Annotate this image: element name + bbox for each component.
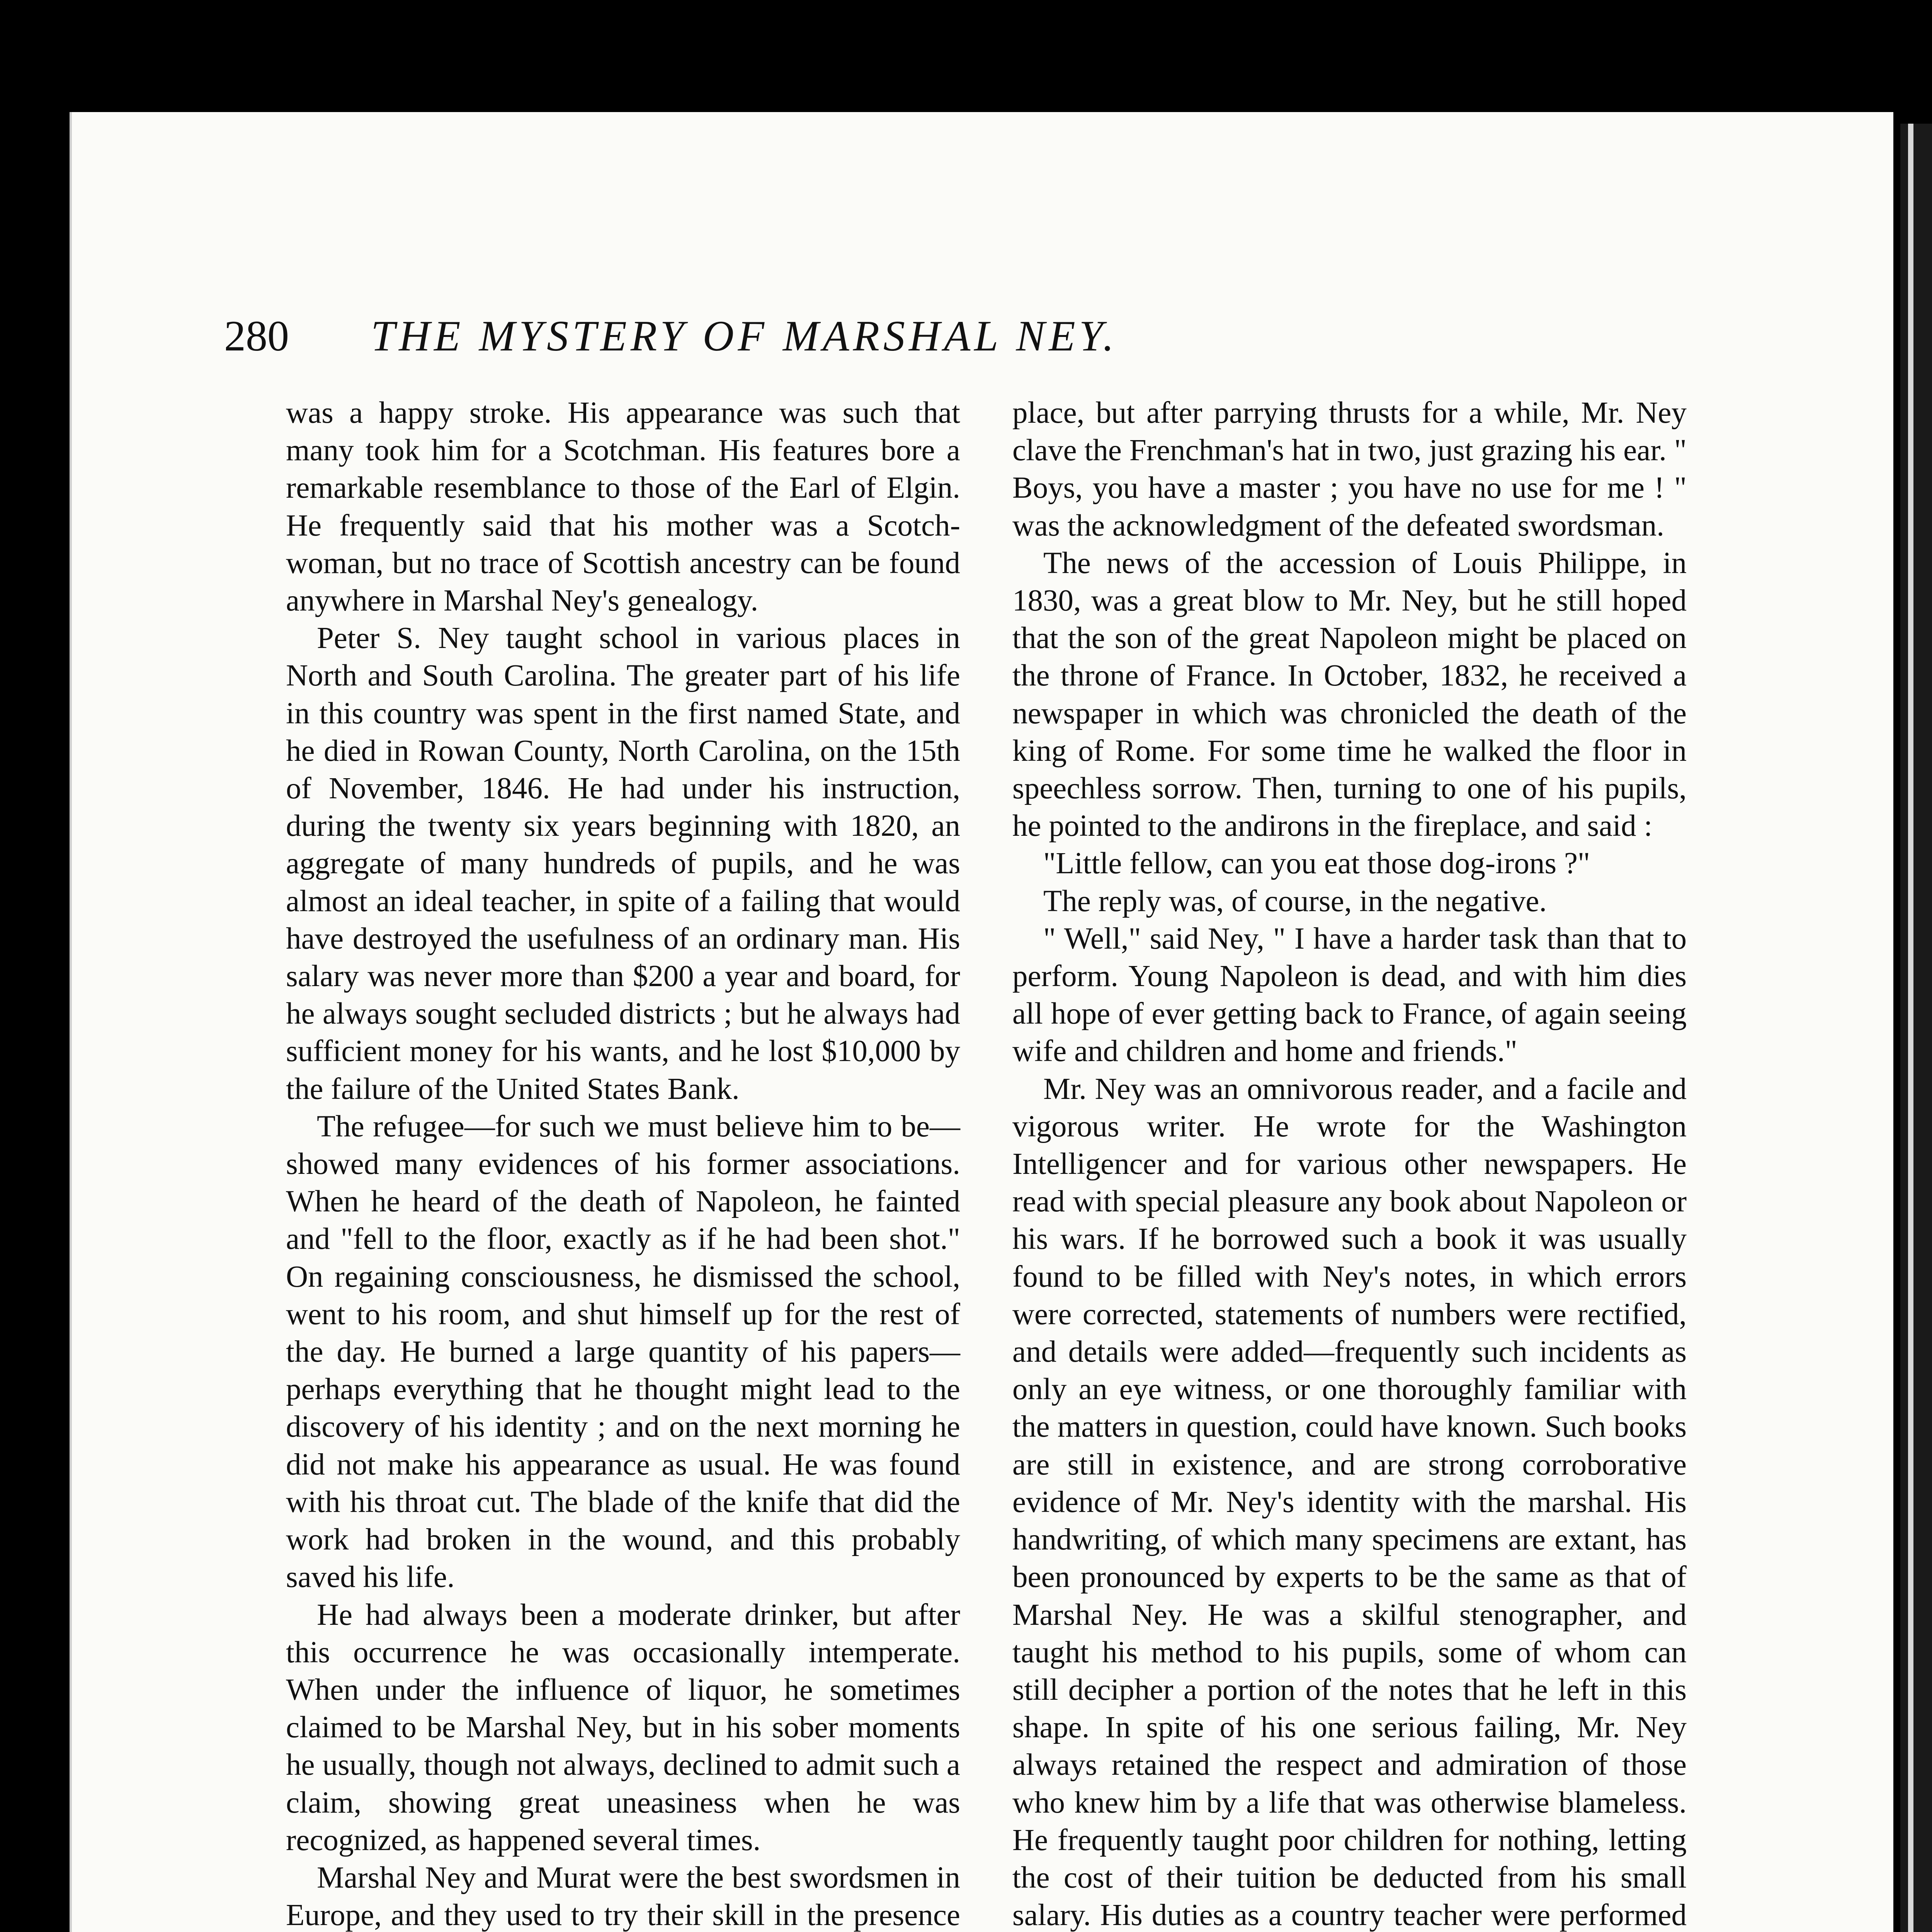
paragraph: Marshal Ney and Murat were the best swordsmen in Europe, and they used to try their skill in the presence <box>286 1861 960 1932</box>
paragraph: Mr. Ney was an omnivorous reader, and a facile and vigorous writer. He wrote for the Washington Intelligencer and for various other newspapers. He read with special pleasure any book about Napoleon or his wars. If he borrowed such a book it was usually found to be filled with Ney's notes, in which errors were corrected, statements of numbers were rectified, and details were added—frequently such incidents as only an eye witness, or one thoroughly familiar with the matters in question, could have known. Such books are still in existence, and are strong corroborative evidence of Mr. Ney's identity with the marshal. His handwriting, of which many specimens are extant, has been pronounced by experts to be the same as that of Marshal Ney. He was a skilful stenographer, and taught his method to his pupils, some of whom can still decipher a portion of the notes that he left in this shape. In spite of his one serious failing, Mr. Ney always retained the respect and admiration of those who knew him by a life that was otherwise blameless. He frequently taught poor children for nothing, letting the cost of their tuition be deducted from his small salary. His duties as a country teacher were performed <box>1012 1072 1687 1932</box>
page-edge <box>1900 124 1932 1932</box>
paragraph: place, but after parrying thrusts for a while, Mr. Ney clave the Frenchman's hat in two, just grazing his ear. " Boys, you have a master ; you have no use for me ! " was the acknowledgment of the defeated swordsman. <box>1012 396 1687 543</box>
paragraph: Peter S. Ney taught school in various places in North and South Carolina. The greater part of his life in this country was spent in the first named State, and he died in Rowan County, North Carolina, on the 15th of November, 1846. He had under his instruction, during the twenty six years beginning with 1820, an aggregate of many hundreds of pupils, and he was almost an ideal teacher, in spite of a failing that would have destroyed the usefulness of an ordinary man. His salary was never more than $200 a year and board, for he always sought secluded districts ; but he always had sufficient money for his wants, and he lost $10,000 by the failure of the United States Bank. <box>286 621 960 1106</box>
paragraph: was a happy stroke. His appearance was such that many took him for a Scotchman. His features bore a remarkable resemblance to those of the Earl of Elgin. He frequently said that his mother was a Scotchwoman, but no trace of Scottish ancestry can be found anywhere in Marshal Ney's genealogy. <box>286 396 960 618</box>
paragraph: He had always been a moderate drinker, but after this occurrence he was occasionally intemperate. When under the influence of liquor, he sometimes claimed to be Marshal Ney, but in his sober moments he usually, though not always, declined to admit such a claim, showing great uneasiness when he was recognized, as happened several times. <box>286 1598 960 1857</box>
page-edge-line <box>1908 124 1913 1932</box>
page-header <box>224 305 1708 379</box>
page-number: 280 <box>224 312 289 360</box>
paragraph: The refugee—for such we must believe him to be—showed many evidences of his former associations. When he heard of the death of Napoleon, he fainted and "fell to the floor, exactly as if he had been shot." On regaining consciousness, he dismissed the school, went to his room, and shut himself up for the rest of the day. He burned a large quantity of his papers—perhaps everything that he thought might lead to the discovery of his identity ; and on the next morning he did not make his appearance as usual. He was found with his throat cut. The blade of the knife that did the work had broken in the wound, and this probably saved his life. <box>286 1109 960 1594</box>
paragraph: The reply was, of course, in the negative. <box>1043 884 1547 918</box>
running-title: THE MYSTERY OF MARSHAL NEY. <box>371 312 1118 360</box>
paragraph: The news of the accession of Louis Philippe, in 1830, was a great blow to Mr. Ney, but he still hoped that the son of the great Napoleon might be placed on the throne of France. In October, 1832, he received a newspaper in which was chronicled the death of the king of Rome. For some time he walked the floor in speechless sorrow. Then, turning to one of his pupils, he pointed to the andirons in the fireplace, and said : <box>1012 546 1687 843</box>
paragraph: " Well," said Ney, " I have a harder task than that to perform. Young Napoleon is dead, and with him dies all hope of ever getting back to France, of again seeing wife and children and home and friends." <box>1012 922 1687 1068</box>
text-column-right <box>1012 394 1687 1932</box>
text-column-left <box>286 394 960 1932</box>
paragraph: "Little fellow, can you eat those dog-irons ?" <box>1043 847 1590 881</box>
